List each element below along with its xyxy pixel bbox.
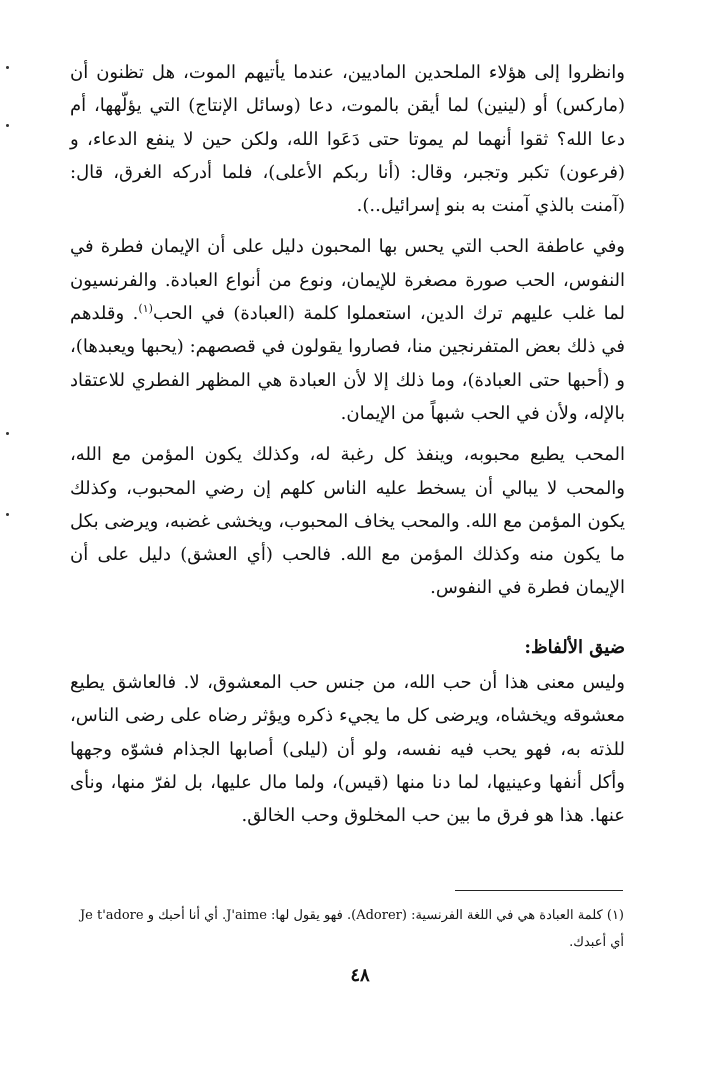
paragraph-lover-obeys: المحب يطيع محبوبه، وينفذ كل رغبة له، وكذلك يكون المؤمن مع الله، والمحب لا يبالي أن يسخط عليه الناس كلهم إن رضي المحبوب، وكذلك يكون المؤمن مع الله. والمحب يخاف المحبوب، ويخشى غضبه، ويرضى بكل ما يكون منه وكذلك المؤمن مع الله. فالحب (أي العشق) دليل على أن الإيمان فطرة في النفوس. xyxy=(70,444,625,599)
footnote-french-jetadore: Je t'adore xyxy=(79,908,144,923)
paragraph-love-part2: . وقلدهم في ذلك بعض المتفرنجين منا، فصاروا يقولون في قصصهم: (يحبها ويعبدها)، و (أحبها حتى العبادة)، وما ذلك إلا لأن العبادة هي المظهر الفطري للاعتقاد بالإله، ولأن في الحب شبهاً من الإيمان. xyxy=(70,303,625,424)
footnote-divider xyxy=(455,890,623,891)
paragraph-difference: وليس معنى هذا أن حب الله، من جنس حب المعشوق، لا. فالعاشق يطيع معشوقه ويخشاه، ويرضى كل ما يجيء ذكره ويؤثر رضاه على رضى الناس، للذته به، فهو يحب فيه نفسه، ولو أن (ليلى) أصابها الجذام فشوّه وجهها وأكل أنفها وعينيها، لما دنا منها (قيس)، ولما مال عليها، بل لفرّ منها، ونأى عنها. هذا هو فرق ما بين حب المخلوق وحب الخالق. xyxy=(70,672,625,827)
paragraph-love-emotion xyxy=(70,230,625,430)
section-heading: ضيق الألفاظ: xyxy=(524,636,625,658)
margin-mark xyxy=(6,513,9,516)
footnote-text-c: . فهو يقول لها: xyxy=(266,908,352,923)
footnote-french-adorer: (Adorer) xyxy=(351,908,407,923)
margin-mark xyxy=(6,124,9,127)
margin-mark xyxy=(6,66,9,69)
footnote-text-e: . أي أنا أحبك و xyxy=(143,908,227,923)
footnote-marker[interactable]: (١) xyxy=(138,302,153,316)
margin-mark xyxy=(6,432,9,435)
footnote-text-g: أي أعبدك. xyxy=(569,935,624,950)
paragraph-love-part1: وفي عاطفة الحب التي يحس بها المحبون دليل على أن الإيمان فطرة في النفوس، الحب صورة مصغرة للإيمان، ونوع من أنواع العبادة. والفرنسيون لما غلب عليهم ترك الدين، استعملوا كلمة (العبادة) في الحب xyxy=(70,236,626,325)
footnote xyxy=(66,902,624,956)
paragraph-atheists: وانظروا إلى هؤلاء الملحدين الماديين، عندما يأتيهم الموت، هل تظنون أن (ماركس) أو (لينين) لما أيقن بالموت، دعا (وسائل الإنتاج) التي يؤلّهها، أم دعا الله؟ ثقوا أنهما لم يموتا حتى دَعَوا الله، ولكن حين لا ينفع الدعاء، و (فرعون) تكبر وتجبر، وقال: (أنا ربكم الأعلى)، فلما أدركه الغرق، قال: (آمنت بالذي آمنت به بنو إسرائيل..). xyxy=(70,62,625,217)
main-text xyxy=(70,56,625,833)
page-number: ٤٨ xyxy=(350,965,370,986)
footnote-french-jaime: J'aime xyxy=(226,908,267,923)
footnote-text-a: (١) كلمة العبادة هي في اللغة الفرنسية: xyxy=(406,908,624,923)
